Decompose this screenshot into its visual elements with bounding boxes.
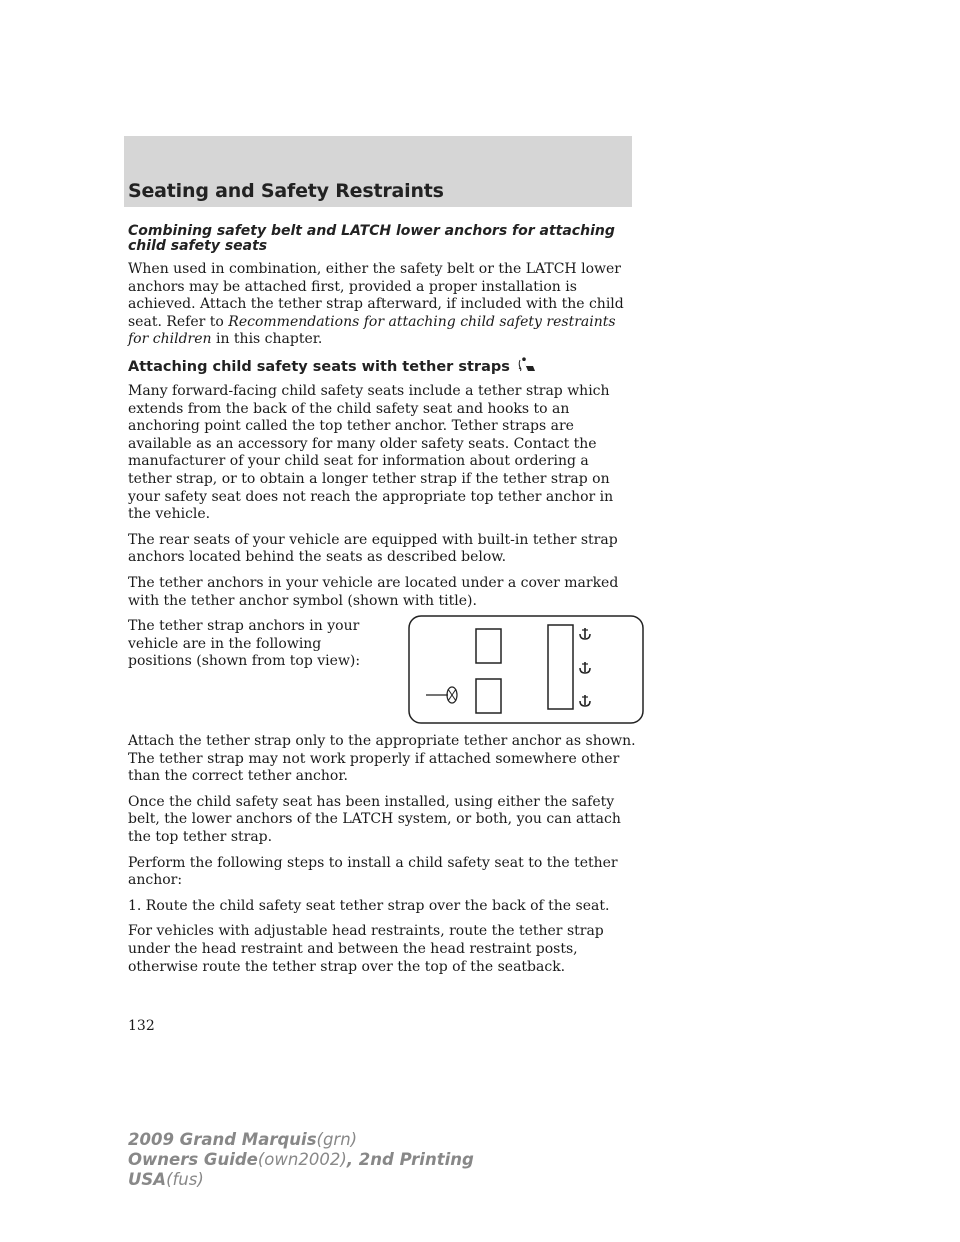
child-seat-tether-icon: [517, 357, 539, 378]
tether-paragraph-4: The tether strap anchors in your vehicle are in the following positions (shown from top view):: [128, 618, 361, 670]
footer-model-code: (grn): [316, 1130, 358, 1149]
section-heading-combining: Combining safety belt and LATCH lower anchors for attaching child safety seats: [128, 223, 615, 254]
tether-paragraph-2: The rear seats of your vehicle are equipped with built-in tether strap anchors located behind the seats as described below.: [128, 531, 618, 566]
tether-heading-text: Attaching child safety seats with tether straps: [128, 358, 510, 375]
tether-paragraph-3: The tether anchors in your vehicle are located under a cover marked with the tether anchor symbol (shown with title).: [128, 574, 619, 609]
step-1: 1. Route the child safety seat tether strap over the back of the seat.: [128, 897, 610, 914]
footer-guide: Owners Guide: [128, 1150, 258, 1169]
page-title: Seating and Safety Restraints: [128, 180, 444, 202]
footer-market-code: (fus): [166, 1170, 204, 1189]
combining-end: in this chapter.: [215, 331, 323, 348]
footer-market: USA: [128, 1170, 167, 1189]
page-content: [128, 224, 636, 984]
tether-paragraph-5: Attach the tether strap only to the appropriate tether anchor as shown. The tether strap may not work properly if attached somewhere other than the correct tether anchor.: [128, 733, 636, 785]
tether-paragraph-6: Once the child safety seat has been installed, using either the safety belt, the lower anchors of the LATCH system, or both, you can attach the top tether strap.: [128, 793, 621, 846]
anchor-positions-block: [128, 618, 636, 729]
footer-line-guide: [128, 1150, 474, 1170]
combining-text: When used in combination, either the safety belt or the LATCH lower anchors may be attached first, provided a proper installation is achieved. Attach the tether strap afterward, if included with the child seat. Refer to: [128, 261, 624, 330]
section-heading-tether: [128, 357, 636, 378]
footer-line-market: [128, 1170, 474, 1190]
page-number: 132: [128, 1018, 155, 1034]
combining-paragraph: [128, 261, 636, 349]
footer-line-model: [128, 1130, 474, 1150]
footer-model: 2009 Grand Marquis: [128, 1130, 317, 1149]
footer-guide-code: (own2002): [257, 1150, 347, 1169]
print-footer: [128, 1130, 474, 1190]
tether-anchor-icon: [580, 695, 590, 706]
steering-wheel-icon: [426, 687, 457, 703]
tether-paragraph-7: Perform the following steps to install a child safety seat to the tether anchor:: [128, 854, 618, 889]
tether-paragraph-9: For vehicles with adjustable head restraints, route the tether strap under the head restraint and between the head restraint posts, otherwise route the tether strap over the top of the seatback.: [128, 923, 604, 975]
tether-anchor-icon: [580, 628, 590, 639]
recommendations-reference: Recommendations for attaching child safety restraints for children: [128, 313, 616, 348]
footer-printing: , 2nd Printing: [346, 1150, 474, 1169]
tether-anchor-diagram: [408, 615, 644, 729]
tether-paragraph-1: Many forward-facing child safety seats include a tether strap which extends from the back of the child safety seat and hooks to an anchoring point called the top tether anchor. Tether straps are available as an accessory for many older safety seats. Contact the manufacturer of your child seat for information about ordering a tether strap, or to obtain a longer tether strap if the tether strap on your safety seat does not reach the appropriate top tether anchor in the vehicle.: [128, 382, 614, 523]
tether-anchor-icon: [580, 662, 590, 673]
